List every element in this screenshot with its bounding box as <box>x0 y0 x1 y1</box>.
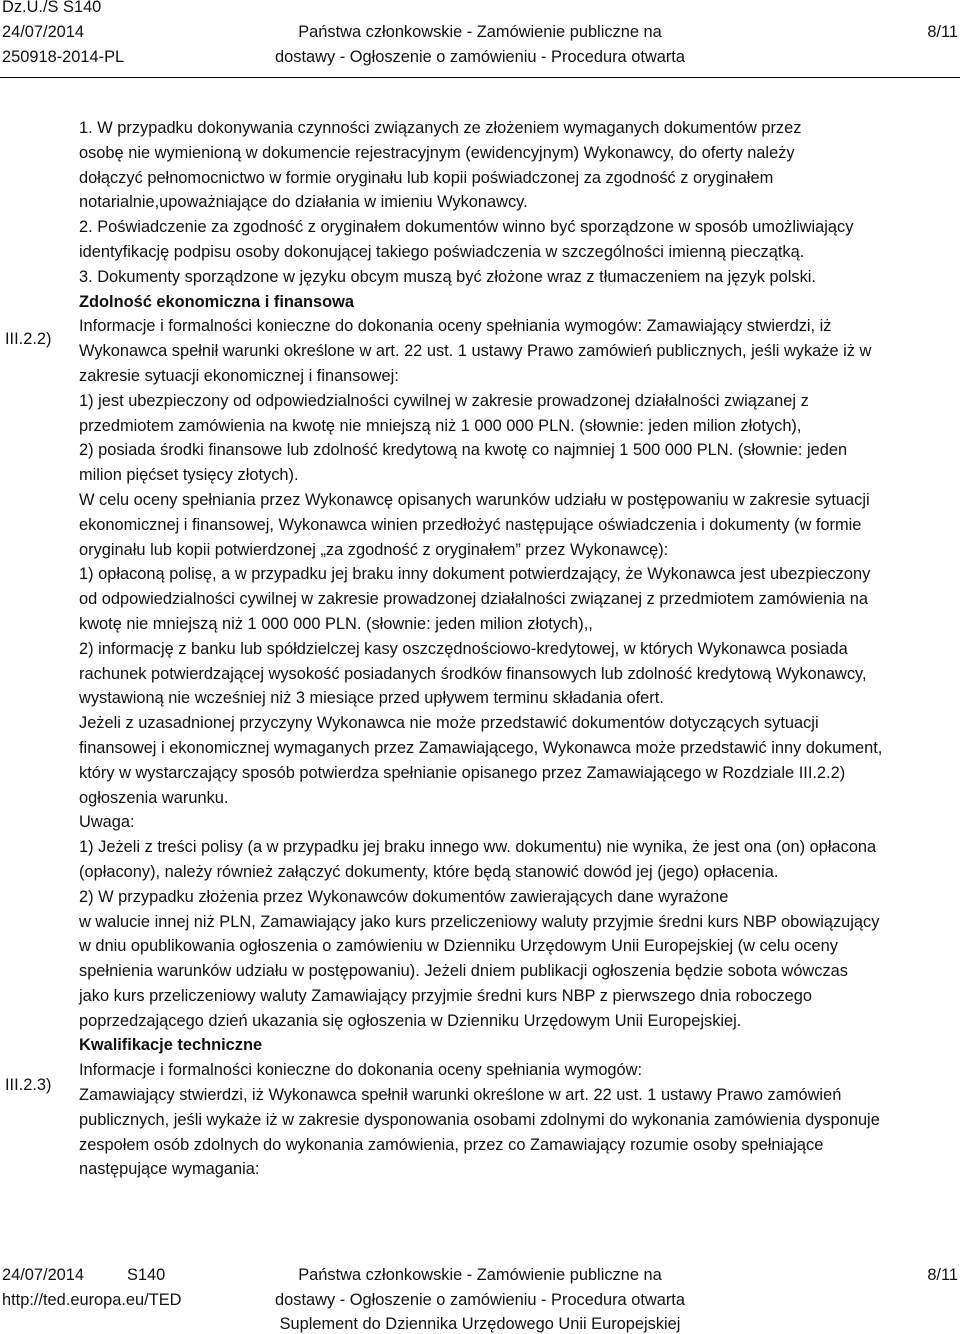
text-line: kwotę nie mniejszą niż 1 000 000 PLN. (słownie: jeden milion złotych),, <box>79 614 593 633</box>
text-line: jako kurs przeliczeniowy waluty Zamawiający przyjmie średni kurs NBP z pierwszego dnia roboczego <box>79 986 813 1005</box>
text-line: ogłoszenia warunku. <box>79 788 229 807</box>
text-line: finansowej i ekonomicznej wymaganych przez Zamawiającego, Wykonawca może przedstawić inny dokument, <box>79 738 883 757</box>
text-line: 1. W przypadku dokonywania czynności związanych ze złożeniem wymaganych dokumentów przez <box>79 119 802 137</box>
text-line: dołączyć pełnomocnictwo w formie oryginału lub kopii poświadczonej za zgodność z oryginałem <box>79 168 774 187</box>
text-line: publicznych, jeśli wykaże iż w zakresie dysponowania osobami zdolnymi do wykonania zamówienia dysponuje <box>79 1110 880 1129</box>
text-line: 3. Dokumenty sporządzone w języku obcym muszą być złożone wraz z tłumaczeniem na język polski. <box>79 267 816 286</box>
header-divider <box>0 77 960 78</box>
header-page-number: 8/11 <box>927 23 958 41</box>
text-line: 2) informację z banku lub spółdzielczej kasy oszczędnościowo-kredytowej, w których Wykonawca posiada <box>79 639 848 658</box>
text-line: Wykonawca spełnił warunki określone w art. 22 ust. 1 ustawy Prawo zamówień publicznych, jeśli wykaże iż w <box>79 342 872 361</box>
text-line: notarialnie,upoważniające do działania w imieniu Wykonawcy. <box>79 193 528 212</box>
header-title-line2: dostawy - Ogłoszenie o zamówieniu - Procedura otwarta <box>275 48 685 66</box>
section-heading-technical: Kwalifikacje techniczne <box>79 1036 263 1055</box>
text-line: 1) Jeżeli z treści polisy (a w przypadku jej braku innego ww. dokumentu) nie wynika, że jest ona (on) opłacona <box>79 838 877 857</box>
section-heading-economic: Zdolność ekonomiczna i finansowa <box>79 292 355 311</box>
text-line: ekonomicznej i finansowej, Wykonawca winien przedłożyć następujące oświadczenia i dokumenty (w formie <box>79 515 862 534</box>
section-number-economic: III.2.2) <box>5 330 52 348</box>
footer-page-number: 8/11 <box>927 1266 958 1284</box>
text-line: identyfikację podpisu osoby dokonującej takiego poświadczenia w szczególności imienną pieczątką. <box>79 242 805 261</box>
footer-date: 24/07/2014 <box>2 1266 85 1284</box>
text-line: od odpowiedzialności cywilnej w zakresie prowadzonej działalności związanej z przedmiotem zamówienia na <box>79 590 868 609</box>
footer-title-line2: dostawy - Ogłoszenie o zamówieniu - Procedura otwarta <box>275 1291 685 1309</box>
footer-title-line1: Państwa członkowskie - Zamówienie publiczne na <box>298 1266 662 1284</box>
text-line: 2) posiada środki finansowe lub zdolność kredytową na kwotę co najmniej 1 500 000 PLN. (słownie: jeden <box>79 441 848 460</box>
section-number-technical: III.2.3) <box>5 1076 52 1094</box>
text-line: (opłacony), należy również załączyć dokumenty, które będą stanowić dowód jej (jego) opłacenia. <box>79 862 779 881</box>
text-line: 2. Poświadczenie za zgodność z oryginałem dokumentów winno być sporządzone w sposób umożliwiający <box>79 218 854 237</box>
text-line: oryginału lub kopii potwierdzonej „za zgodność z oryginałem” przez Wykonawcę): <box>79 540 669 559</box>
text-line: spełnienia warunków udziału w postępowaniu). Jeżeli dniem publikacji ogłoszenia będzie sobota wówczas <box>79 962 848 981</box>
header-notice-id: 250918-2014-PL <box>2 48 125 66</box>
footer-title-line3: Suplement do Dziennika Urzędowego Unii Europejskiej <box>279 1315 681 1333</box>
document-body <box>79 116 949 1182</box>
text-line: Uwaga: <box>79 813 135 832</box>
text-line: zakresie sytuacji ekonomicznej i finansowej: <box>79 366 399 385</box>
text-line: Zamawiający stwierdzi, iż Wykonawca spełnił warunki określone w art. 22 ust. 1 ustawy Prawo zamówień <box>79 1086 842 1105</box>
text-line: zespołem osób zdolnych do wykonania zamówienia, przez co Zamawiający rozumie osoby spełniające <box>79 1135 824 1154</box>
header-date: 24/07/2014 <box>2 23 85 41</box>
footer-url: http://ted.europa.eu/TED <box>2 1291 182 1309</box>
header-doc-ref: Dz.U./S S140 <box>2 0 102 16</box>
text-line: przedmiotem zamówienia na kwotę nie mniejszą niż 1 000 000 PLN. (słownie: jeden milion złotych), <box>79 416 802 435</box>
text-line: w walucie innej niż PLN, Zamawiający jako kurs przeliczeniowy waluty przyjmie średni kurs NBP obowiązujący <box>79 912 880 931</box>
page-header <box>0 0 960 70</box>
text-line: Informacje i formalności konieczne do dokonania oceny spełniania wymogów: Zamawiający stwierdzi, iż <box>79 317 832 336</box>
text-line: 1) opłaconą polisę, a w przypadku jej braku inny dokument potwierdzający, że Wykonawca jest ubezpieczony <box>79 565 871 584</box>
header-title-line1: Państwa członkowskie - Zamówienie publiczne na <box>298 23 662 41</box>
text-line: w dniu opublikowania ogłoszenia o zamówieniu w Dzienniku Urzędowym Unii Europejskiej (w celu oceny <box>79 937 838 956</box>
text-line: 1) jest ubezpieczony od odpowiedzialności cywilnej w zakresie prowadzonej działalności związanej z <box>79 391 809 410</box>
text-line: W celu oceny spełniania przez Wykonawcę opisanych warunków udziału w postępowaniu w zakresie sytuacji <box>79 490 870 509</box>
text-line: rachunek potwierdzającej wysokość posiadanych środków finansowych lub zdolność kredytową Wykonawcy, <box>79 664 867 683</box>
text-line: osobę nie wymienioną w dokumencie rejestracyjnym (ewidencyjnym) Wykonawcy, do oferty należy <box>79 143 795 162</box>
text-line: milion pięćset tysięcy złotych). <box>79 466 299 485</box>
text-line: Informacje i formalności konieczne do dokonania oceny spełniania wymogów: <box>79 1061 643 1080</box>
text-line: wystawioną nie wcześniej niż 3 miesiące przed upływem terminu składania ofert. <box>79 689 664 708</box>
text-line: który w wystarczający sposób potwierdza spełnianie opisanego przez Zamawiającego w Rozdziale III.2.2) <box>79 763 846 782</box>
text-line: poprzedzającego dzień ukazania się ogłoszenia w Dzienniku Urzędowym Unii Europejskiej. <box>79 1011 742 1030</box>
page-footer <box>0 1262 960 1332</box>
text-line: następujące wymagania: <box>79 1160 260 1179</box>
footer-series: S140 <box>127 1266 166 1284</box>
text-line: 2) W przypadku złożenia przez Wykonawców dokumentów zawierających dane wyrażone <box>79 887 729 906</box>
text-line: Jeżeli z uzasadnionej przyczyny Wykonawca nie może przedstawić dokumentów dotyczących sytuacji <box>79 714 819 733</box>
